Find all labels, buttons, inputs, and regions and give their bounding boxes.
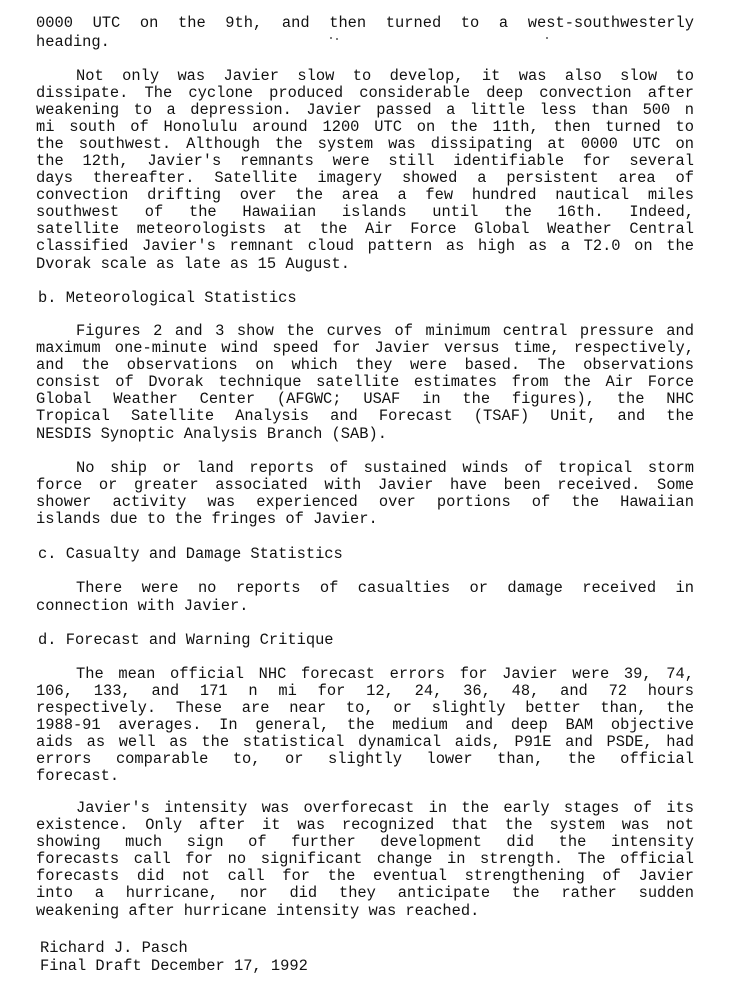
- text-line: weakening after hurricane intensity was reached.: [36, 902, 480, 920]
- text-line: aids as well as the statistical dynamical aids, P91E and PSDE, had: [36, 733, 694, 751]
- text-line: Tropical Satellite Analysis and Forecast (TSAF) Unit, and the: [36, 407, 694, 425]
- text-line: Javier's intensity was overforecast in the early stages of its: [76, 799, 694, 817]
- text-line: No ship or land reports of sustained winds of tropical storm: [76, 459, 694, 477]
- text-line: There were no reports of casualties or damage received in: [76, 579, 694, 597]
- text-line: days thereafter. Satellite imagery showed a persistent area of: [36, 169, 694, 187]
- text-line: consist of Dvorak technique satellite estimates from the Air Force: [36, 373, 694, 391]
- text-line: force or greater associated with Javier have been received. Some: [36, 476, 694, 494]
- text-line: NESDIS Synoptic Analysis Branch (SAB).: [36, 425, 387, 443]
- text-line: dissipate. The cyclone produced considerable deep convection after: [36, 84, 694, 102]
- text-line: islands due to the fringes of Javier.: [36, 510, 378, 528]
- text-line: errors comparable to, or slightly lower than, the official: [36, 750, 694, 768]
- text-line: maximum one-minute wind speed for Javier versus time, respectively,: [36, 339, 694, 357]
- text-line: the southwest. Although the system was dissipating at 0000 UTC on: [36, 135, 694, 153]
- text-line: connection with Javier.: [36, 597, 249, 615]
- text-line: southwest of the Hawaiian islands until the 16th. Indeed,: [36, 203, 694, 221]
- text-line: satellite meteorologists at the Air Force Global Weather Central: [36, 220, 694, 238]
- text-line: Global Weather Center (AFGWC; USAF in the figures), the NHC: [36, 390, 694, 408]
- text-line: 1988-91 averages. In general, the medium and deep BAM objective: [36, 716, 694, 734]
- text-line: The mean official NHC forecast errors for Javier were 39, 74,: [76, 665, 694, 683]
- text-line: Not only was Javier slow to develop, it was also slow to: [76, 67, 694, 85]
- text-line: Dvorak scale as late as 15 August.: [36, 255, 351, 273]
- text-line: into a hurricane, nor did they anticipate the rather sudden: [36, 884, 694, 902]
- text-line: showing much sign of further development did the intensity: [36, 833, 694, 851]
- section-heading: b. Meteorological Statistics: [38, 289, 297, 307]
- text-line: Figures 2 and 3 show the curves of minimum central pressure and: [76, 322, 694, 340]
- text-line: 106, 133, and 171 n mi for 12, 24, 36, 48, and 72 hours: [36, 682, 694, 700]
- scan-speck: [336, 38, 338, 40]
- text-line: existence. Only after it was recognized that the system was not: [36, 816, 694, 834]
- text-line: classified Javier's remnant cloud pattern as high as a T2.0 on the: [36, 237, 694, 255]
- text-line: convection drifting over the area a few hundred nautical miles: [36, 186, 694, 204]
- section-heading: c. Casualty and Damage Statistics: [38, 545, 343, 563]
- scan-speck: [330, 37, 332, 39]
- author-name: Richard J. Pasch: [40, 939, 188, 957]
- text-line: mi south of Honolulu around 1200 UTC on the 11th, then turned to: [36, 118, 694, 136]
- text-line: the 12th, Javier's remnants were still identifiable for several: [36, 152, 694, 170]
- scan-speck: [546, 37, 548, 39]
- text-line: shower activity was experienced over portions of the Hawaiian: [36, 493, 694, 511]
- text-line: forecast.: [36, 767, 120, 785]
- text-line: forecasts did not call for the eventual strengthening of Javier: [36, 867, 694, 885]
- text-line: heading.: [36, 33, 110, 51]
- section-heading: d. Forecast and Warning Critique: [38, 631, 334, 649]
- text-line: 0000 UTC on the 9th, and then turned to a west-southwesterly: [36, 14, 694, 32]
- text-line: respectively. These are near to, or slightly better than, the: [36, 699, 694, 717]
- draft-date: Final Draft December 17, 1992: [40, 957, 308, 975]
- text-line: weakening to a depression. Javier passed a little less than 500 n: [36, 101, 694, 119]
- text-line: forecasts call for no significant change in strength. The official: [36, 850, 694, 868]
- text-line: and the observations on which they were based. The observations: [36, 356, 694, 374]
